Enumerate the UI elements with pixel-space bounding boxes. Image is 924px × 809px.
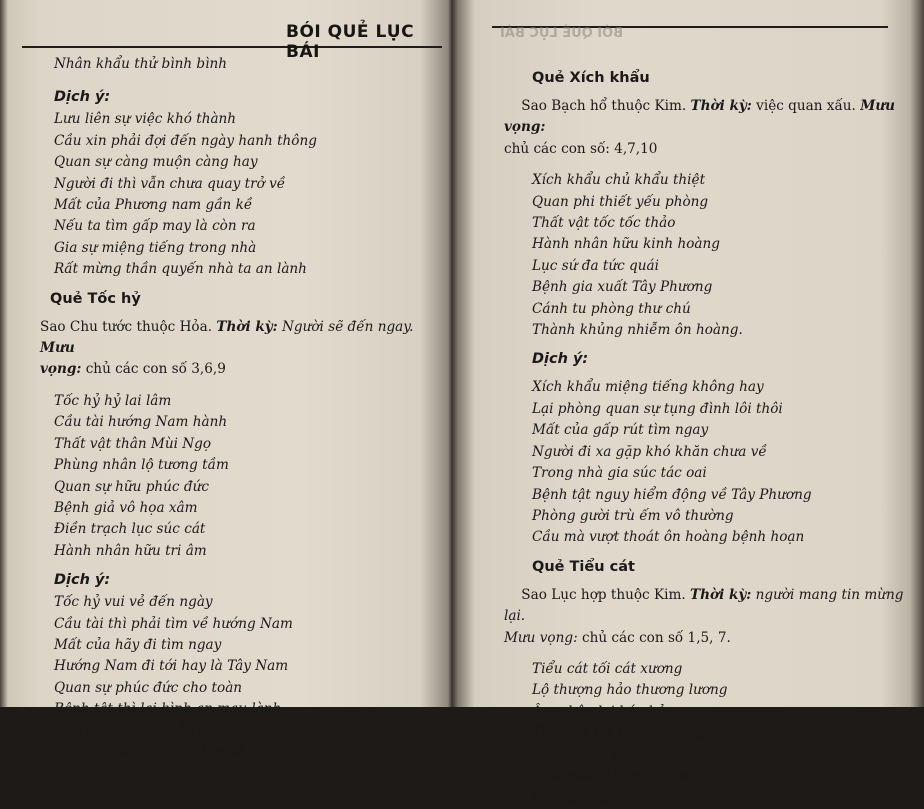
list-item: Trong nhà gia súc tác oai — [532, 465, 707, 482]
section-heading-toc-hy: Quẻ Tốc hỷ — [50, 290, 141, 307]
list-item: Xích khẩu miệng tiếng không hay — [532, 379, 764, 396]
list-item: Nhà cửa gia súc vẫn an — [54, 722, 215, 739]
list-item: Xích khẩu chủ khẩu thiệt — [532, 172, 706, 189]
list-item: Hành nhân hữu tri âm — [54, 542, 207, 559]
list-item: Cầu tài hướng Nam hành — [54, 414, 228, 431]
diy-list-2 — [54, 592, 444, 763]
intro-label: Thời kỳ: — [690, 98, 752, 114]
list-item: Người đi thì vẫn chưa quay trở về — [54, 175, 286, 192]
list-item: Phòng sự giai hòa hợp — [532, 789, 685, 806]
intro-text: việc quan xấu. — [751, 98, 861, 114]
section-heading-tieu-cat: Quẻ Tiểu cát — [532, 558, 635, 575]
list-item: Cánh tu phòng thư chú — [532, 300, 691, 317]
list-item: Điền trạch lục súc cát — [54, 521, 206, 538]
list-item: Tốc hỷ vui vẻ đến ngày — [54, 594, 213, 611]
list-item: Lục sứ đa tức quái — [532, 257, 659, 274]
intro-label: Mưu — [40, 340, 75, 357]
list-item: Cầu mà vượt thoát ôn hoàng bệnh hoạn — [532, 529, 805, 546]
intro-text: chủ các con số 3,6,9 — [81, 361, 226, 378]
list-item: Lộ thượng hảo thương lương — [532, 682, 728, 699]
intro-label: Mưu vọng: — [504, 98, 896, 136]
list-item: Thất vật thân Mùi Ngọ — [54, 435, 212, 452]
list-item: Thành khủng nhiễm ôn hoàng. — [532, 322, 743, 339]
intro-label: Thời kỳ: — [216, 318, 278, 335]
right-text-column — [504, 66, 912, 809]
running-head: BÓI QUẺ LỤC BÁI — [286, 22, 415, 62]
list-item: Lưu liên sự việc khó thành — [54, 111, 237, 128]
intro-label: Mưu vọng: — [504, 629, 578, 646]
list-item: Lại phòng quan sự tụng đình lôi thôi — [532, 400, 783, 417]
list-item: Cầu tài thì phải tìm về hướng Nam — [54, 615, 293, 632]
list-item: Hướng Nam đi tới hay là Tây Nam — [54, 658, 289, 675]
top-line: Nhân khẩu thử bình bình — [54, 56, 227, 72]
diy-list-1 — [54, 109, 444, 280]
verse-list-toc-hy — [54, 391, 444, 562]
section-intro-tieu-cat — [504, 585, 904, 649]
intro-text: chủ các con số 1,5, 7. — [577, 629, 731, 646]
list-item: Bệnh gia xuất Tây Phương — [532, 279, 713, 296]
list-item: Hành nhân hữu kinh hoàng — [532, 236, 720, 253]
list-item: Thất vật tại khôn phương — [532, 725, 706, 742]
list-item: Người đi xa gặp khó khăn chưa về — [532, 443, 767, 460]
list-item: Quan sự càng muộn càng hay — [54, 154, 258, 171]
diy-heading-3: Dịch ý: — [532, 351, 589, 368]
list-item: Mất của Phương nam gần kề — [54, 197, 253, 214]
list-item: Người đi xa đã có tin tìm về — [54, 743, 245, 760]
list-item: Phùng nhân lộ tương tầm — [54, 457, 229, 474]
list-item: Bệnh tật nguy hiểm động về Tây Phương — [532, 486, 812, 503]
intro-text: Người sẽ đến ngay. — [277, 318, 414, 335]
right-page — [452, 0, 924, 806]
list-item: Bệnh tật thì lại bình an mau lành — [54, 701, 282, 718]
diy-heading-1: Dịch ý: — [54, 89, 111, 106]
intro-label: Thời kỳ: — [690, 586, 752, 603]
intro-text: Sao Lục hợp thuộc Kim. — [521, 586, 691, 603]
list-item: Mất của gấp rút tìm ngay — [532, 422, 709, 439]
list-item: Bệnh giả vô họa xâm — [54, 499, 198, 516]
intro-text: Sao Chu tước thuộc Hỏa. — [40, 318, 217, 335]
list-item: Tiểu cát tối cát xương — [532, 660, 683, 677]
verse-list-xich-khau — [532, 170, 912, 341]
list-item: Quan sự hữu phúc đức — [54, 478, 209, 495]
diy-heading-2: Dịch ý: — [54, 572, 111, 589]
list-item: Giao quan thậm thị cường — [532, 767, 711, 784]
intro-label: vọng: — [40, 361, 82, 378]
intro-text: người mang tin mừng lại. — [504, 586, 904, 625]
left-text-column — [40, 54, 444, 763]
list-item: Tốc hỷ hỷ lai lâm — [54, 392, 172, 409]
intro-text: Sao Bạch hổ thuộc Kim. — [521, 98, 691, 114]
section-heading-xich-khau: Quẻ Xích khẩu — [532, 70, 650, 86]
list-item: Mất của hãy đi tìm ngay — [54, 636, 222, 653]
left-page — [0, 0, 452, 760]
faded-running-head: BÓI QUẺ LỤC BÁI — [500, 26, 624, 41]
diy-list-3 — [532, 377, 912, 548]
list-item: Gia sự miệng tiếng trong nhà — [54, 239, 257, 256]
intro-text: chủ các con số: 4,7,10 — [504, 140, 658, 157]
list-item: Âm nhân lai báo hỷ — [532, 703, 665, 720]
list-item: Rất mừng thần quyến nhà ta an lành — [54, 261, 307, 278]
list-item: Cầu xin phải đợi đến ngày hanh thông — [54, 132, 317, 149]
list-item: Nếu ta tìm gấp may là còn ra — [54, 218, 256, 235]
list-item: Quan phi thiết yếu phòng — [532, 193, 709, 210]
list-item: Quan sự phúc đức cho toàn — [54, 679, 243, 696]
section-intro-xich-khau — [504, 96, 904, 160]
list-item: Hành nhân tức tiện chí — [532, 746, 691, 763]
section-intro-toc-hy — [40, 317, 440, 381]
verse-list-tieu-cat — [532, 659, 912, 809]
list-item: Thất vật tốc tốc thảo — [532, 215, 676, 232]
list-item: Phòng gười trù ếm vô thường — [532, 507, 734, 524]
